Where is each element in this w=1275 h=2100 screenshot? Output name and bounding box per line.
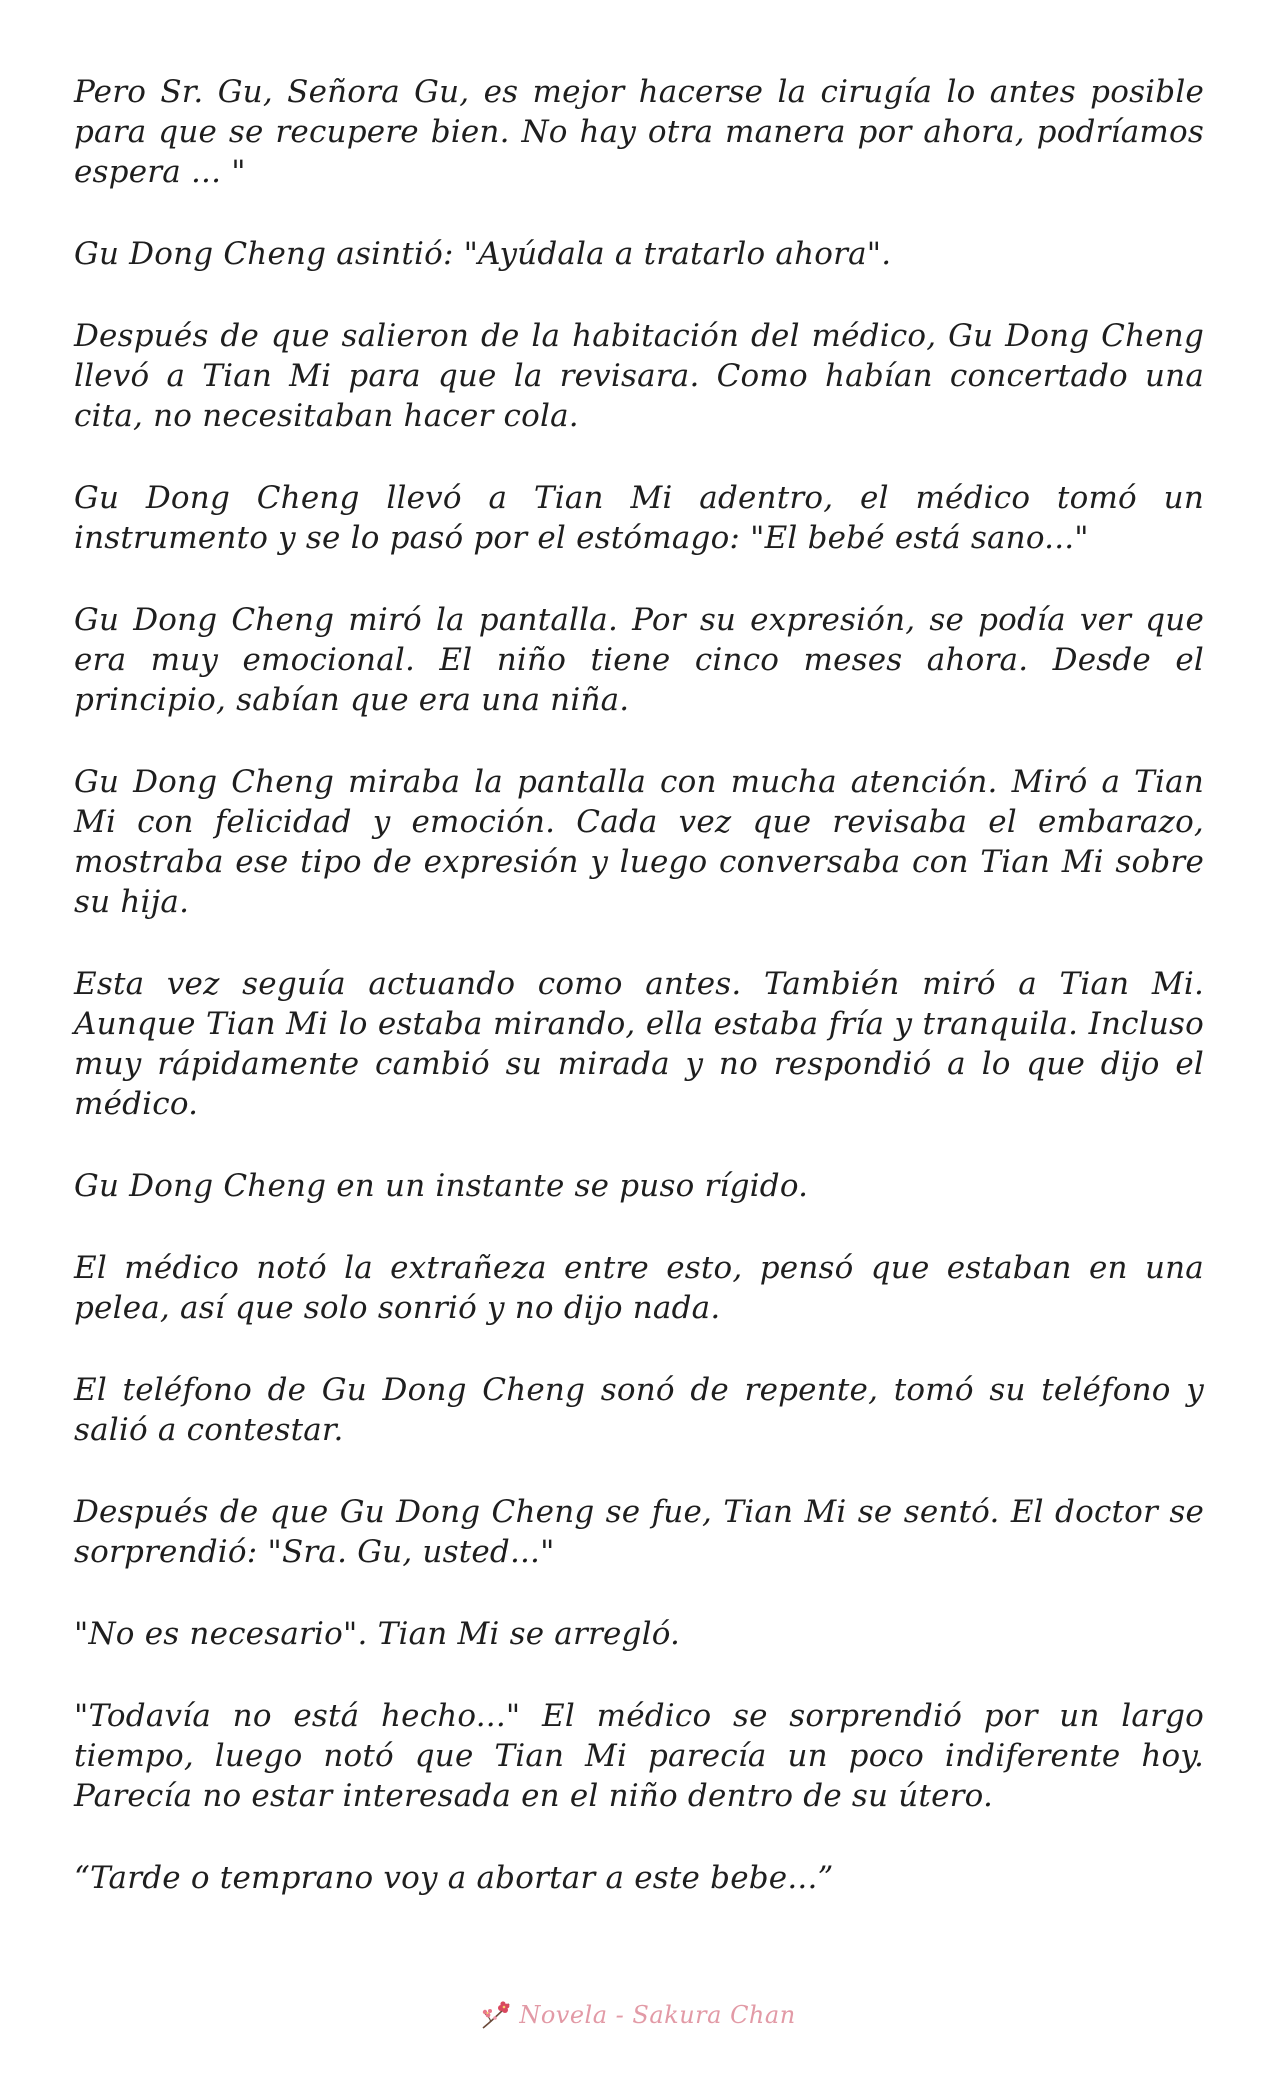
paragraph: Gu Dong Cheng en un instante se puso rígido. [74,1168,809,1204]
paragraph: “Tarde o temprano voy a abortar a este bebe...” [74,1860,834,1896]
paragraph: Pero Sr. Gu, Señora Gu, es mejor hacerse la cirugía lo antes posible para que se recupere bien. No hay otra manera por ahora, podríamos espera ... " [74,74,1204,190]
paragraph: Esta vez seguía actuando como antes. También miró a Tian Mi. Aunque Tian Mi lo estaba mirando, ella estaba fría y tranquila. Incluso muy rápidamente cambió su mirada y no respondió a lo que dijo el médico. [74,966,1204,1122]
paragraph: Después de que salieron de la habitación del médico, Gu Dong Cheng llevó a Tian Mi para que la revisara. Como habían concertado una cita, no necesitaban hacer cola. [74,318,1204,434]
cherry-blossom-icon [479,1998,513,2032]
paragraph: "No es necesario". Tian Mi se arregló. [74,1616,681,1652]
watermark-text: Novela - Sakura Chan [519,2001,796,2029]
paragraph: Gu Dong Cheng miró la pantalla. Por su expresión, se podía ver que era muy emocional. El niño tiene cinco meses ahora. Desde el principio, sabían que era una niña. [74,602,1204,718]
paragraph: El teléfono de Gu Dong Cheng sonó de repente, tomó su teléfono y salió a contestar. [74,1372,1204,1448]
paragraph: Gu Dong Cheng miraba la pantalla con mucha atención. Miró a Tian Mi con felicidad y emoción. Cada vez que revisaba el embarazo, mostraba ese tipo de expresión y luego conversaba con Tian Mi sobre su hija. [74,764,1204,920]
paragraph: Gu Dong Cheng asintió: "Ayúdala a tratarlo ahora". [74,236,892,272]
watermark [0,1995,1275,2035]
paragraph: El médico notó la extrañeza entre esto, pensó que estaban en una pelea, así que solo sonrió y no dijo nada. [74,1250,1204,1326]
paragraph: Gu Dong Cheng llevó a Tian Mi adentro, el médico tomó un instrumento y se lo pasó por el estómago: "El bebé está sano..." [74,480,1204,556]
paragraph: Después de que Gu Dong Cheng se fue, Tian Mi se sentó. El doctor se sorprendió: "Sra. Gu, usted..." [74,1494,1204,1570]
paragraph: "Todavía no está hecho..." El médico se sorprendió por un largo tiempo, luego notó que Tian Mi parecía un poco indiferente hoy. Parecía no estar interesada en el niño dentro de su útero. [74,1698,1204,1814]
novel-text [74,72,1204,1940]
